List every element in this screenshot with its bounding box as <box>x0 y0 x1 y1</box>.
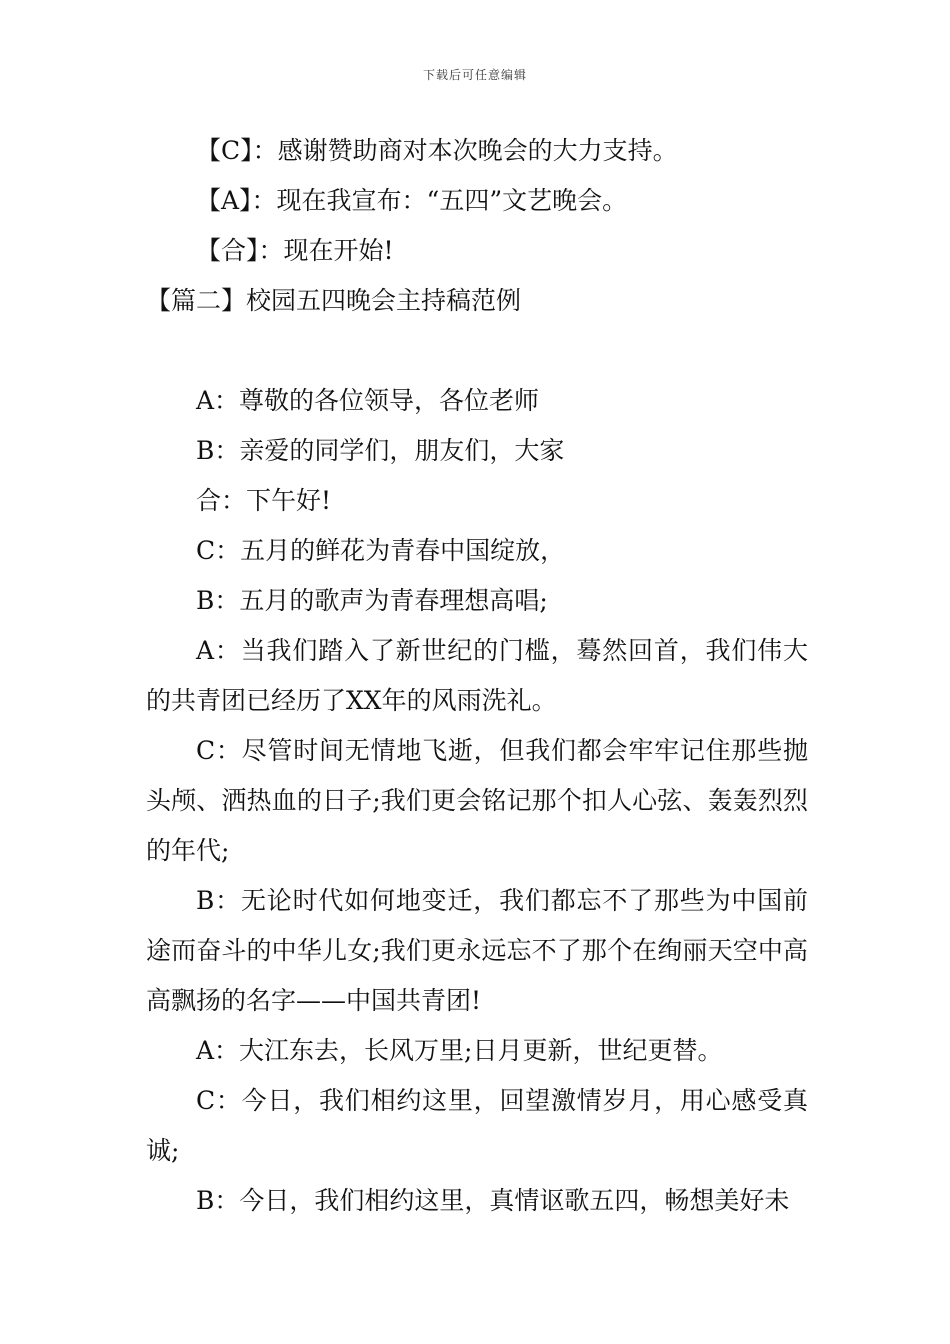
script-line: B：今日，我们相约这里，真情讴歌五四，畅想美好未 <box>196 1186 790 1215</box>
script-line: A：当我们踏入了新世纪的门槛，蓦然回首，我们伟大的共青团已经历了XX年的风雨洗礼。 <box>146 636 808 715</box>
page-header-note: 下载后可任意编辑 <box>422 68 527 82</box>
script-line: B：五月的歌声为青春理想高唱; <box>196 586 548 615</box>
intro-line: 【合】：现在开始! <box>196 236 394 265</box>
script-line: B：无论时代如何地变迁，我们都忘不了那些为中国前途而奋斗的中华儿女;我们更永远忘不了那个在绚丽天空中高高飘扬的名字——中国共青团! <box>146 886 808 1015</box>
script-line: A：大江东去，长风万里;日月更新，世纪更替。 <box>196 1036 723 1065</box>
intro-line: 【A】：现在我宣布：“五四”文艺晚会。 <box>196 186 628 215</box>
script-line: C：五月的鲜花为青春中国绽放， <box>196 536 566 565</box>
script-line: C：尽管时间无情地飞逝，但我们都会牢牢记住那些抛头颅、洒热血的日子;我们更会铭记那个扣人心弦、轰轰烈烈的年代; <box>146 736 808 865</box>
intro-line: 【C】：感谢赞助商对本次晚会的大力支持。 <box>196 136 678 165</box>
script-line: C：今日，我们相约这里，回望激情岁月，用心感受真诚; <box>146 1086 808 1165</box>
section-title: 【篇二】校园五四晚会主持稿范例 <box>146 286 522 315</box>
script-line: A：尊敬的各位领导，各位老师 <box>196 386 540 415</box>
blank-line <box>146 326 808 376</box>
document-body <box>146 126 808 1226</box>
script-line: B：亲爱的同学们，朋友们，大家 <box>196 436 565 465</box>
script-line: 合：下午好! <box>196 486 332 515</box>
